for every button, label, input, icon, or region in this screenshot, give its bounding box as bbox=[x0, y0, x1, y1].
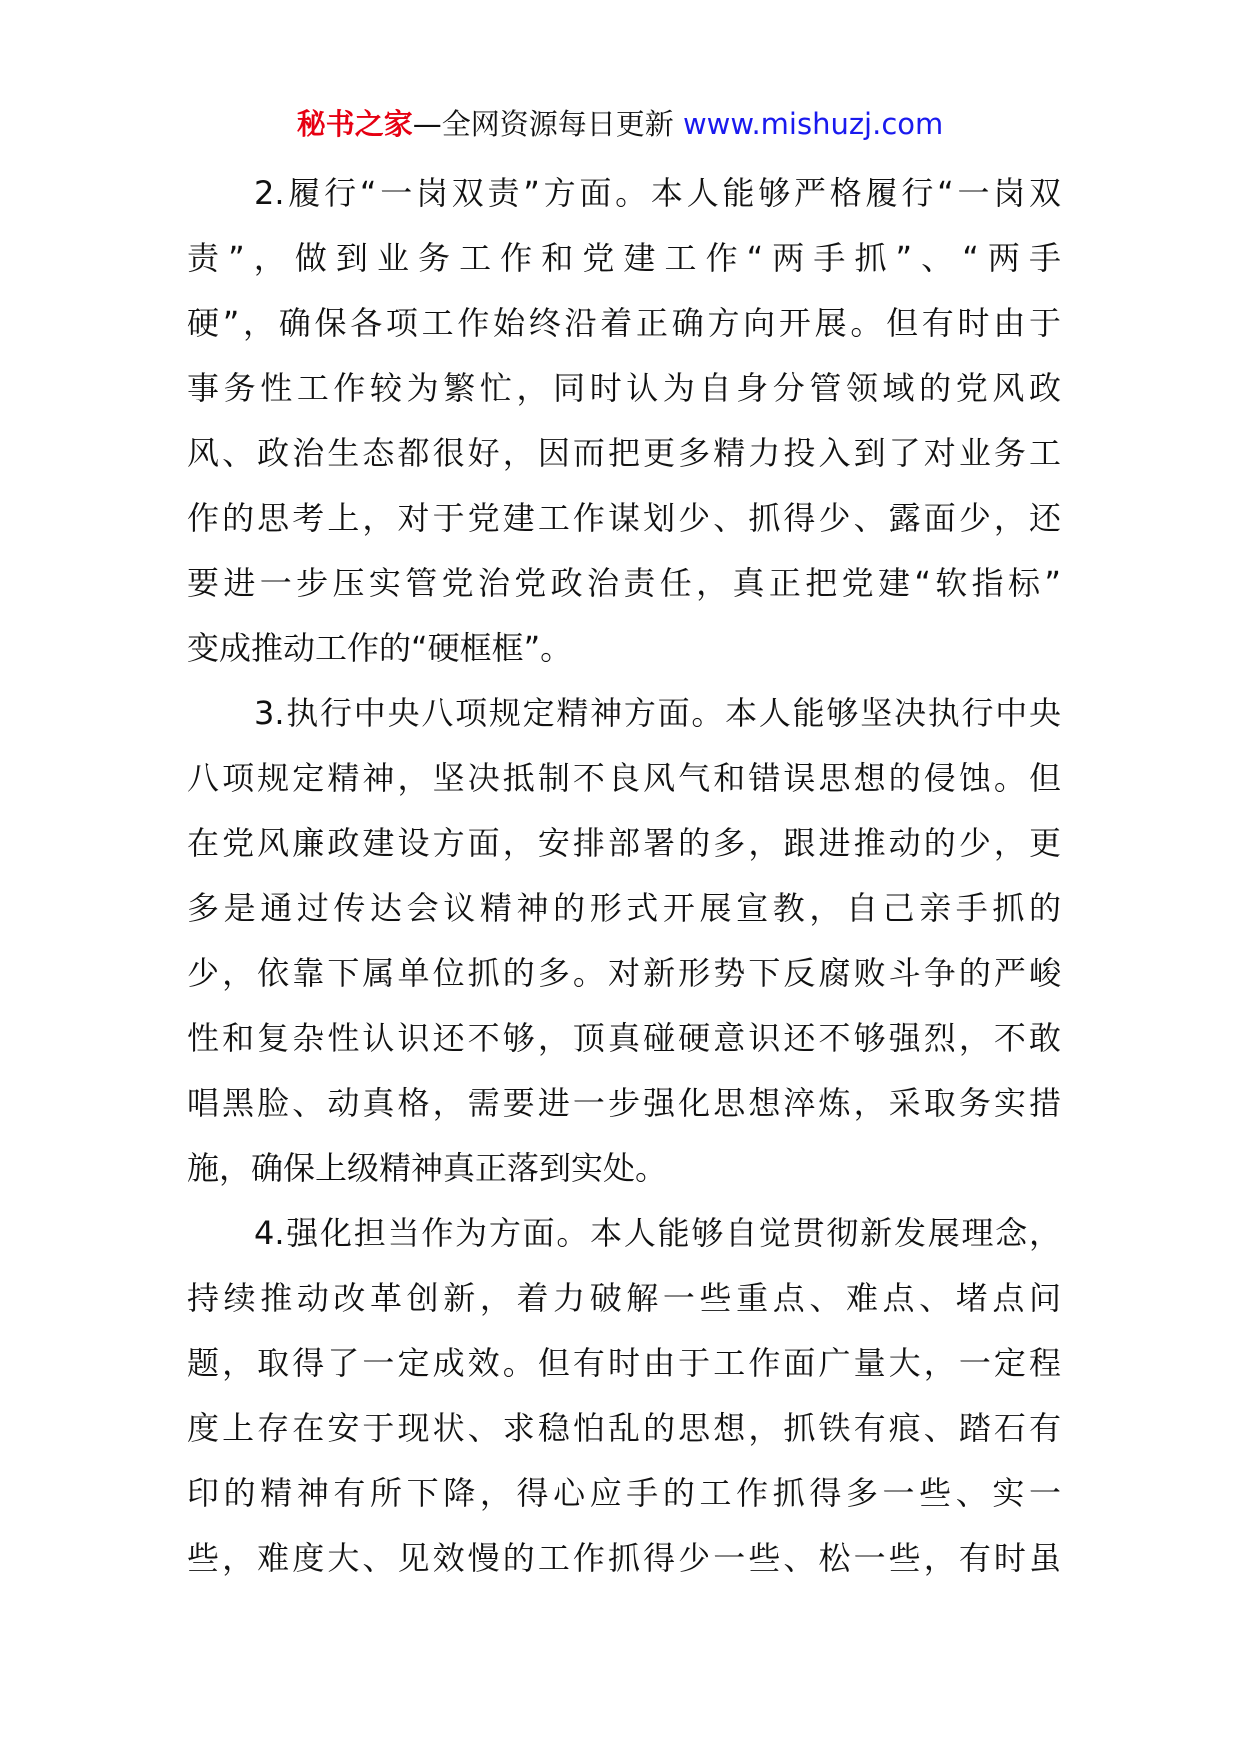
site-brand: 秘书之家 bbox=[296, 107, 413, 141]
paragraph-eight-rules bbox=[187, 681, 1061, 1201]
text-line: 3.执行中央八项规定精神方面。本人能够坚决执行中央 bbox=[254, 694, 1061, 732]
text-line: 施，确保上级精神真正落到实处。 bbox=[187, 1149, 668, 1187]
paragraph-responsibility bbox=[187, 1201, 1061, 1591]
text-line: 作的思考上，对于党建工作谋划少、抓得少、露面少，还 bbox=[187, 499, 1061, 537]
site-tagline: —全网资源每日更新 bbox=[412, 107, 674, 141]
text-line: 印的精神有所下降，得心应手的工作抓得多一些、实一 bbox=[187, 1474, 1061, 1512]
page-header bbox=[0, 104, 1240, 144]
text-line: 硬”，确保各项工作始终沿着正确方向开展。但有时由于 bbox=[187, 304, 1061, 342]
text-line: 少，依靠下属单位抓的多。对新形势下反腐败斗争的严峻 bbox=[187, 954, 1061, 992]
text-line: 度上存在安于现状、求稳怕乱的思想，抓铁有痕、踏石有 bbox=[187, 1409, 1061, 1447]
text-line: 题，取得了一定成效。但有时由于工作面广量大，一定程 bbox=[187, 1344, 1061, 1382]
text-line: 唱黑脸、动真格，需要进一步强化思想淬炼，采取务实措 bbox=[187, 1084, 1061, 1122]
text-line: 2.履行“一岗双责”方面。本人能够严格履行“一岗双 bbox=[254, 174, 1061, 212]
site-url-link[interactable]: www.mishuzj.com bbox=[682, 107, 944, 141]
text-line: 责”，做到业务工作和党建工作“两手抓”、“两手 bbox=[187, 239, 1061, 277]
text-line: 在党风廉政建设方面，安排部署的多，跟进推动的少，更 bbox=[187, 824, 1061, 862]
text-line: 要进一步压实管党治党政治责任，真正把党建“软指标” bbox=[187, 564, 1061, 602]
text-line: 八项规定精神，坚决抵制不良风气和错误思想的侵蚀。但 bbox=[187, 759, 1061, 797]
text-line: 些，难度大、见效慢的工作抓得少一些、松一些，有时虽 bbox=[187, 1539, 1061, 1577]
text-line: 性和复杂性认识还不够，顶真碰硬意识还不够强烈，不敢 bbox=[187, 1019, 1061, 1057]
text-line: 持续推动改革创新，着力破解一些重点、难点、堵点问 bbox=[187, 1279, 1061, 1317]
paragraph-duty bbox=[187, 161, 1061, 681]
text-line: 风、政治生态都很好，因而把更多精力投入到了对业务工 bbox=[187, 434, 1061, 472]
text-line: 变成推动工作的“硬框框”。 bbox=[187, 629, 573, 667]
text-line: 多是通过传达会议精神的形式开展宣教，自己亲手抓的 bbox=[187, 889, 1061, 927]
document-body bbox=[187, 161, 1061, 1591]
text-line: 4.强化担当作为方面。本人能够自觉贯彻新发展理念， bbox=[254, 1214, 1061, 1252]
text-line: 事务性工作较为繁忙，同时认为自身分管领域的党风政 bbox=[187, 369, 1061, 407]
